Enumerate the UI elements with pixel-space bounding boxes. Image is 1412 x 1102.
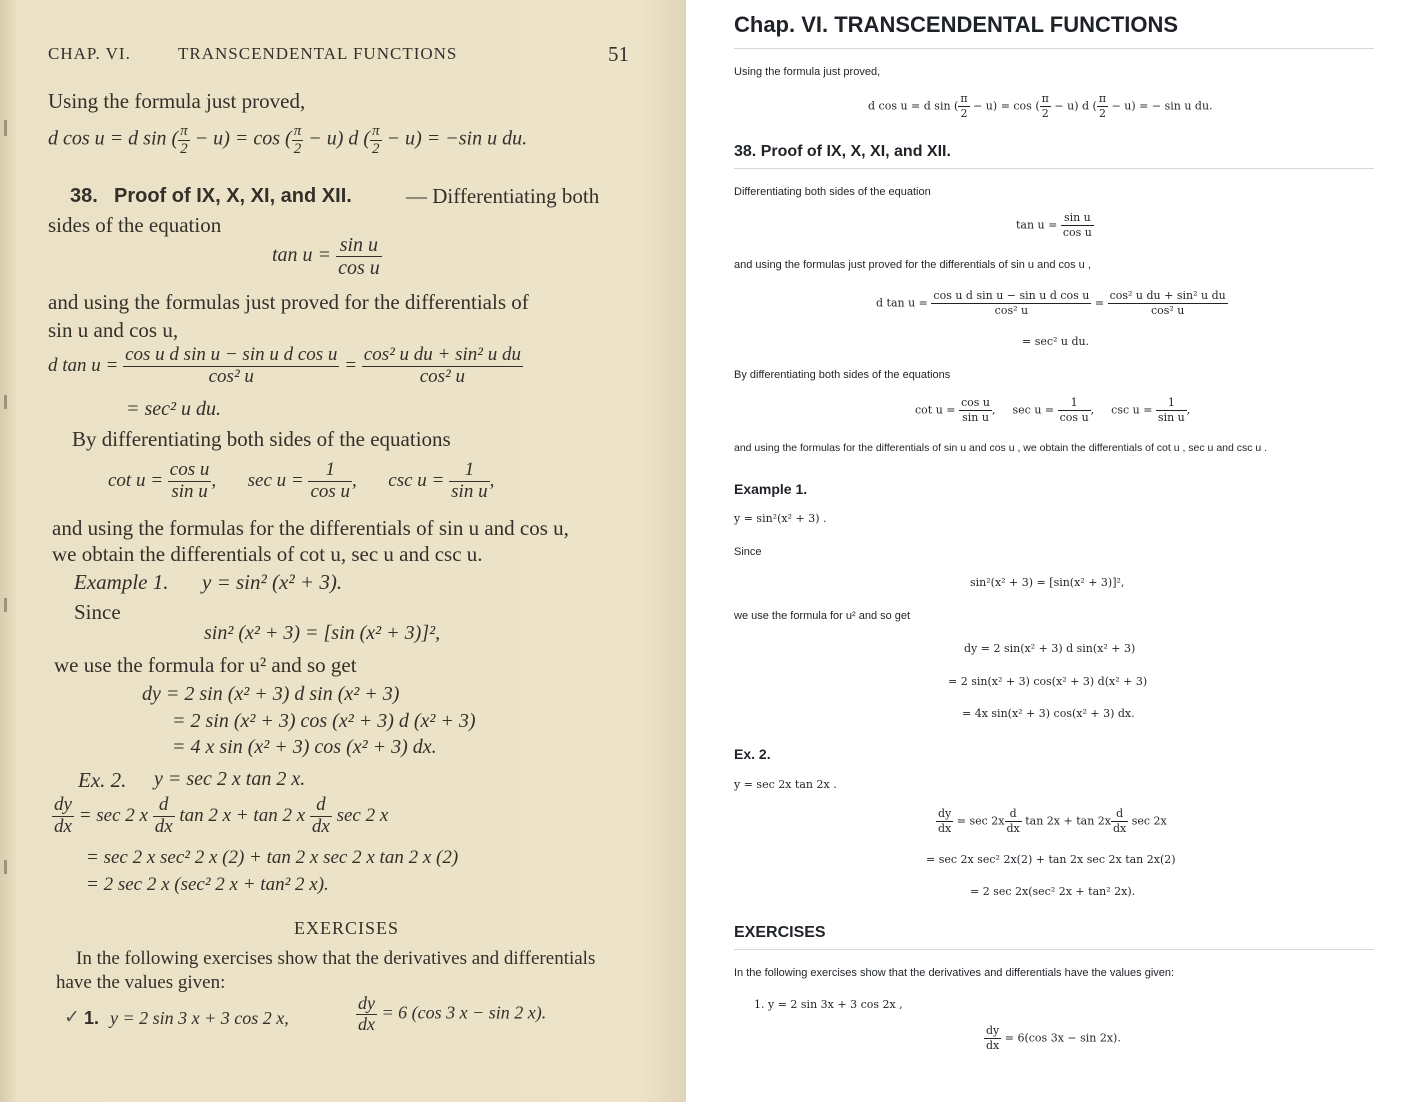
section-text-1: — Differentiating both xyxy=(406,184,600,208)
ex2-derivative-line-2: = sec 2 x sec² 2 x (2) + tan 2 x sec 2 x tan 2 x (2) xyxy=(86,847,459,868)
exercises-intro-2: have the values given: xyxy=(56,972,226,993)
section-divider xyxy=(734,168,1374,169)
exercises-heading: EXERCISES xyxy=(294,918,400,938)
cot-sec-csc: cot u = $\frac{\text{cos u}}{\text{sin u}}$ , sec u = $\frac{1}{\text{cos u}}$ , csc u = $\frac{1}{\text{sin u}}$ , xyxy=(915,396,1191,424)
tan-equation: tan u = $\frac{\text{sin u}}{\text{cos u}}$ xyxy=(1016,211,1092,239)
dtan-equation: d tan u = $\frac{\text{cos u d sin u − sin u d cos u}}{\text{cos² u}}$ = $\frac{\text{cos² u du + sin² u du}}{\text{cos² u}}$ xyxy=(876,289,1226,317)
by-diff-paragraph: By differentiating both sides of the equations xyxy=(734,369,951,381)
we-use-paragraph: we use the formula for u² and so get xyxy=(734,610,911,622)
dy-line-3: = 4 x sin (x² + 3) cos (x² + 3) dx. xyxy=(172,736,437,758)
ex2-derivative-line-3: = 2 sec 2 x (sec² 2 x + tan² 2 x). xyxy=(86,874,329,895)
ex2-derivative-line-1: $\frac{dy}{dx}$ = sec 2x $\frac{d}{dx}$ tan 2x + tan 2x $\frac{d}{dx}$ sec 2x xyxy=(938,807,1167,835)
using-text-2: sin u and cos u, xyxy=(48,318,179,342)
page-number: 51 xyxy=(608,42,629,66)
exercise-1-equation: y = 2 sin 3 x + 3 cos 2 x, xyxy=(110,1008,289,1028)
using-text-3: and using the formulas for the differentials of sin u and cos u, xyxy=(52,516,569,540)
example-1-equation: y = sin² (x² + 3). xyxy=(202,570,343,594)
intro-text: Using the formula just proved, xyxy=(48,89,306,113)
using-just-paragraph: and using the formulas just proved for the differentials of sin u and cos u , xyxy=(734,259,1091,271)
exercises-intro: In the following exercises show that the derivatives and differentials have the values given: xyxy=(734,967,1175,979)
tan-equation: tan u = $\frac{\text{sin u}}{\text{cos u}}$ xyxy=(272,234,380,279)
exercises-heading: EXERCISES xyxy=(734,924,826,941)
running-head-title: TRANSCENDENTAL FUNCTIONS xyxy=(178,44,458,63)
scan-speck xyxy=(4,120,7,136)
exercise-1-equation: 1. y = 2 sin 3x + 3 cos 2x , xyxy=(754,998,903,1011)
diff-both-paragraph: Differentiating both sides of the equation xyxy=(734,186,931,198)
example-1-heading: Example 1. xyxy=(734,481,808,497)
section-title: Proof of IX, X, XI, and XII. xyxy=(114,185,352,207)
ex2-derivative-line-2: = sec 2x sec² 2x(2) + tan 2x sec 2x tan 2x(2) xyxy=(926,853,1176,866)
ex2-derivative-line-3: = 2 sec 2x(sec² 2x + tan² 2x). xyxy=(970,885,1136,898)
pencil-checkmark-icon: ✓ xyxy=(64,1007,80,1028)
rendered-document xyxy=(712,0,1412,1102)
scan-speck xyxy=(4,860,7,874)
scan-speck xyxy=(4,395,7,409)
exercise-1-number: 1. xyxy=(84,1008,100,1028)
example-1-equation: y = sin²(x² + 3) . xyxy=(734,512,827,525)
exercises-divider xyxy=(734,949,1374,950)
since-equation: sin²(x² + 3) = [sin(x² + 3)]², xyxy=(970,576,1125,589)
dy-line-3: = 4x sin(x² + 3) cos(x² + 3) dx. xyxy=(962,707,1135,720)
dy-line-2: = 2 sin (x² + 3) cos (x² + 3) d (x² + 3) xyxy=(172,710,476,732)
exercise-1-derivative: $\frac{dy}{dx}$ = 6(cos 3x − sin 2x). xyxy=(986,1024,1121,1052)
intro-paragraph: Using the formula just proved, xyxy=(734,66,881,78)
section-number: 38. xyxy=(70,185,98,207)
scanned-page xyxy=(0,0,686,1102)
cot-sec-csc: cot u = $\frac{\text{cos u}}{\text{sin u}}$ , sec u = $\frac{1}{\text{cos u}}$ , csc u = $\frac{1}{\text{sin u}}$ , xyxy=(108,459,495,502)
using-for-paragraph: and using the formulas for the differentials of sin u and cos u , we obtain the differentials of cot u , sec u and csc u . xyxy=(734,442,1268,454)
dtan-result: = sec² u du. xyxy=(1022,335,1090,348)
since-paragraph: Since xyxy=(734,546,762,558)
example-2-equation: y = sec 2 x tan 2 x. xyxy=(154,768,306,790)
by-diff-text: By differentiating both sides of the equations xyxy=(72,427,451,451)
title-divider xyxy=(734,48,1374,49)
dy-line-2: = 2 sin(x² + 3) cos(x² + 3) d(x² + 3) xyxy=(948,675,1148,688)
running-head-chapter: CHAP. VI. xyxy=(48,44,131,63)
example-1-label: Example 1. xyxy=(74,570,169,594)
example-2-equation: y = sec 2x tan 2x . xyxy=(734,778,837,791)
dtan-result: = sec² u du. xyxy=(126,398,222,420)
ex2-derivative-line-1: $\frac{dy}{dx}$ = sec 2 x $\frac{d}{dx}$ tan 2 x + tan 2 x $\frac{d}{dx}$ sec 2 x xyxy=(54,794,389,837)
formula-dcos: d cos u = d sin ( $\frac{\pi}{2}$ − u) = cos ( $\frac{\pi}{2}$ − u) d ( $\frac{\pi}{2}$ − u) = − sin u du. xyxy=(868,92,1213,120)
we-use-text: we use the formula for u² and so get xyxy=(54,653,357,677)
using-text-4: we obtain the differentials of cot u, sec u and csc u. xyxy=(52,542,483,566)
exercise-1-derivative: $\frac{dy}{dx}$ = 6 (cos 3 x − sin 2 x). xyxy=(358,993,547,1034)
since-text: Since xyxy=(74,600,121,624)
section-text-2: sides of the equation xyxy=(48,213,222,237)
dtan-equation: d tan u = $\frac{\text{cos u d sin u − sin u d cos u}}{\text{cos² u}}$ = $\frac{\text{cos² u du + sin² u du}}{\text{cos² u}}$ xyxy=(48,344,521,387)
dy-line-1: dy = 2 sin (x² + 3) d sin (x² + 3) xyxy=(142,683,400,705)
exercises-intro-1: In the following exercises show that the derivatives and differentials xyxy=(76,948,596,969)
using-text-1: and using the formulas just proved for the differentials of xyxy=(48,290,529,314)
dy-line-1: dy = 2 sin(x² + 3) d sin(x² + 3) xyxy=(964,642,1136,655)
scan-speck xyxy=(4,598,7,612)
example-2-label: Ex. 2. xyxy=(78,768,127,792)
chapter-title: Chap. VI. TRANSCENDENTAL FUNCTIONS xyxy=(734,12,1179,37)
formula-dcos: d cos u = d sin ( $\frac{\pi}{2}$ − u) = cos ( $\frac{\pi}{2}$ − u) d ( $\frac{\pi}{2}$ − u) = −sin u du. xyxy=(48,123,528,157)
example-2-heading: Ex. 2. xyxy=(734,746,771,762)
section-38-heading: 38. Proof of IX, X, XI, and XII. xyxy=(734,143,951,160)
since-equation: sin² (x² + 3) = [sin (x² + 3)]², xyxy=(204,622,441,644)
